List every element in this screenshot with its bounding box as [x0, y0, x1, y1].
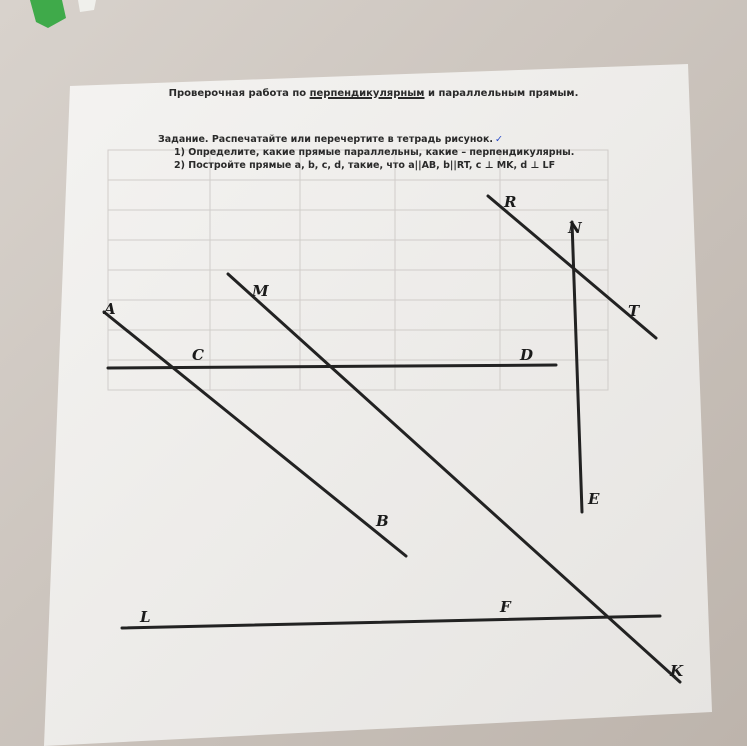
label-D: D [520, 346, 534, 364]
task-item-1: 1) Определите, какие прямые параллельны, какие – перпендикулярны. [174, 147, 575, 158]
label-L: L [140, 608, 151, 626]
title-word: перпендикулярным [309, 88, 425, 99]
task-heading: Задание. Распечатайте или перечертите в тетрадь рисунок. [158, 134, 494, 145]
worksheet-title [0, 88, 747, 99]
task-heading-row [158, 133, 574, 146]
label-K: K [670, 662, 684, 680]
label-C: C [192, 346, 204, 364]
title-suffix: и параллельным прямым. [427, 88, 579, 99]
task-block [158, 133, 574, 172]
label-T: T [628, 302, 640, 320]
label-R: R [504, 193, 517, 211]
check-mark-icon: ✓ [495, 134, 503, 145]
label-E: E [588, 490, 600, 508]
label-M: M [252, 282, 269, 300]
task-item-2: 2) Постройте прямые a, b, c, d, такие, что a||AB, b||RT, c ⊥ MK, d ⊥ LF [174, 160, 556, 171]
label-F: F [500, 598, 511, 616]
title-prefix: Проверочная работа по [168, 88, 307, 99]
label-A: A [104, 300, 116, 318]
label-N: N [568, 219, 582, 237]
label-B: B [376, 512, 389, 530]
